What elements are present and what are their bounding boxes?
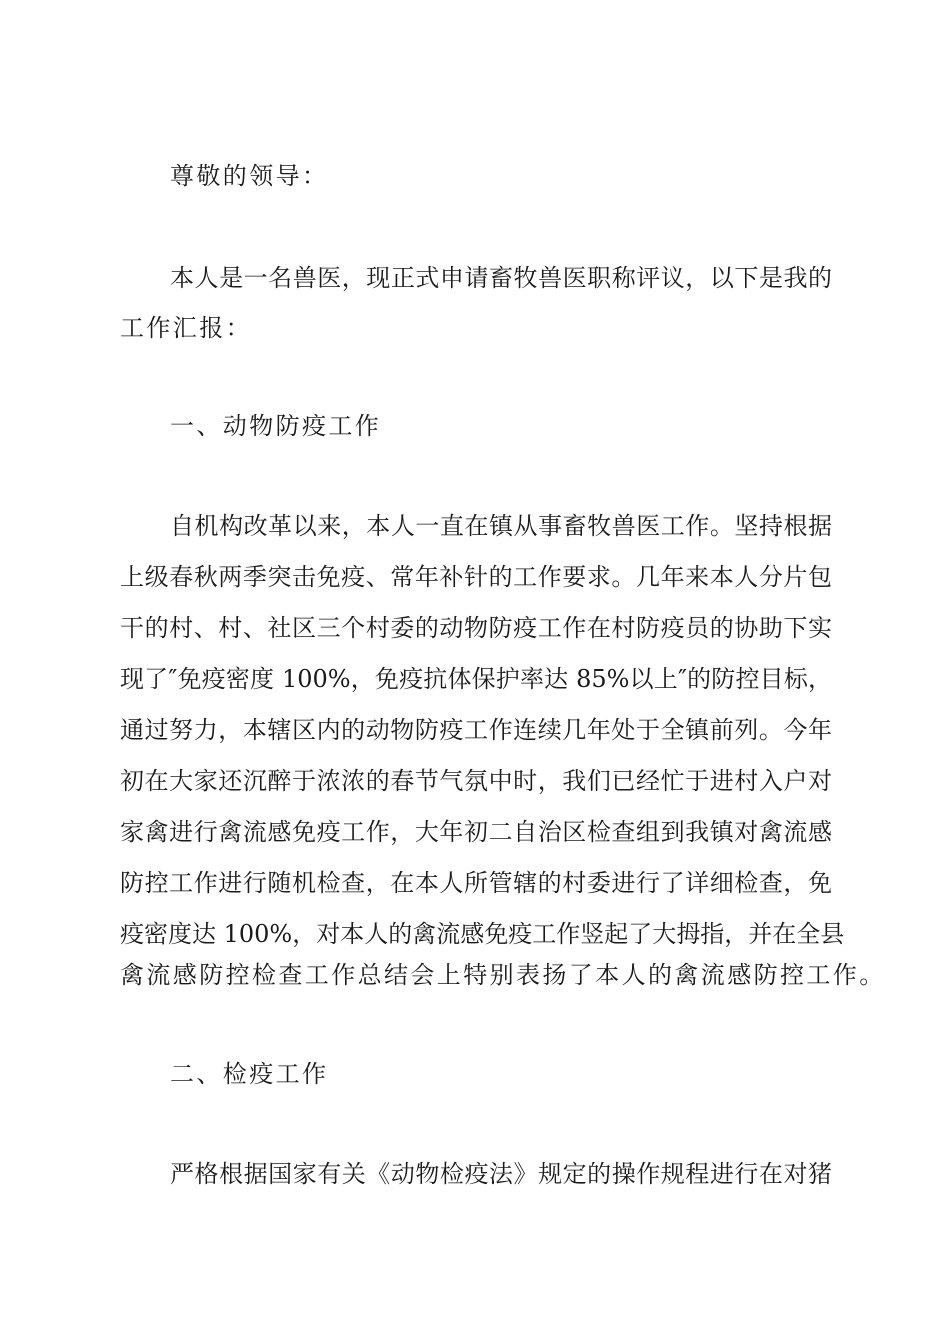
section1-line-3: 干的村、村、社区三个村委的动物防疫工作在村防疫员的协助下实 [120, 614, 832, 642]
section1-line-8: 防控工作进行随机检查，在本人所管辖的村委进行了详细检查，免 [120, 869, 832, 897]
section1-line-7: 家禽进行禽流感免疫工作，大年初二自治区检查组到我镇对禽流感 [120, 818, 832, 846]
section1-line-5: 通过努力，本辖区内的动物防疫工作连续几年处于全镇前列。今年 [120, 716, 832, 744]
section2-heading: 二、检疫工作 [170, 1060, 329, 1088]
section1-line-2: 上级春秋两季突击免疫、常年补针的工作要求。几年来本人分片包 [120, 563, 832, 591]
greeting: 尊敬的领导： [170, 162, 329, 190]
section1-line-1: 自机构改革以来，本人一直在镇从事畜牧兽医工作。坚持根据 [170, 512, 832, 540]
section1-line-4: 现了″免疫密度 100%，免疫抗体保护率达 85%以上″的防控目标， [120, 665, 832, 693]
section1-line-6: 初在大家还沉醉于浓浓的春节气氛中时，我们已经忙于进村入户对 [120, 767, 832, 795]
intro-line-1: 本人是一名兽医，现正式申请畜牧兽医职称评议，以下是我的 [170, 264, 832, 292]
section1-heading: 一、动物防疫工作 [170, 412, 382, 440]
section1-line-10: 禽流感防控检查工作总结会上特别表扬了本人的禽流感防控工作。 [120, 961, 886, 989]
section1-line-9: 疫密度达 100%，对本人的禽流感免疫工作竖起了大拇指，并在全县 [120, 920, 845, 948]
section2-line-1: 严格根据国家有关《动物检疫法》规定的操作规程进行在对猪 [170, 1160, 832, 1188]
intro-line-2: 工作汇报： [120, 314, 252, 342]
